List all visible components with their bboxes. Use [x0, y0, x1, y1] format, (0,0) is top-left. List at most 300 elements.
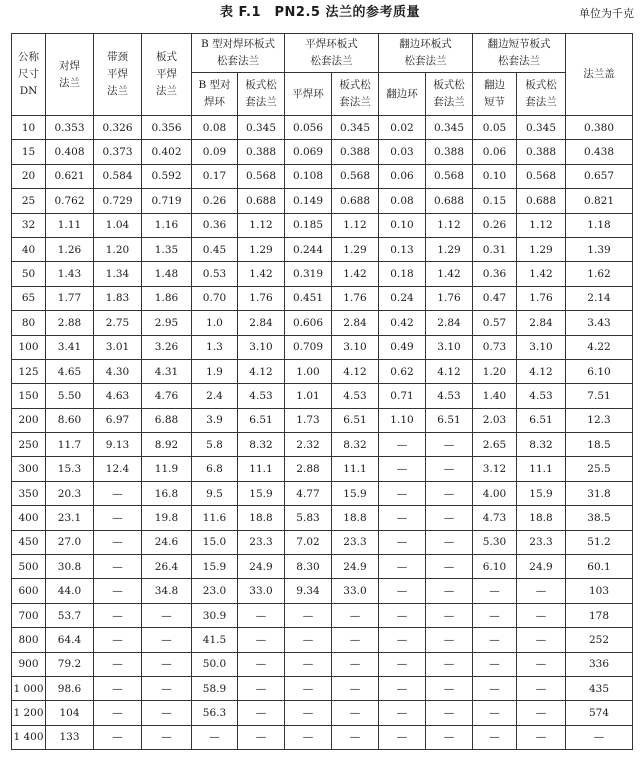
mass-cell: —	[379, 457, 426, 481]
table-row	[12, 116, 633, 140]
header-b-loose: 板式松 套法兰	[238, 73, 285, 116]
mass-cell: —	[142, 701, 192, 725]
dn-cell: 40	[12, 237, 46, 261]
mass-cell: 6.51	[426, 408, 473, 432]
mass-cell: 0.388	[332, 140, 379, 164]
mass-cell: 8.92	[142, 433, 192, 457]
mass-cell: 6.51	[332, 408, 379, 432]
mass-cell: 2.88	[46, 311, 94, 335]
mass-cell: 1.3	[192, 335, 238, 359]
mass-cell: 79.2	[46, 652, 94, 676]
mass-cell: 56.3	[192, 701, 238, 725]
table-row	[12, 140, 633, 164]
mass-cell: —	[426, 481, 473, 505]
mass-cell: 1.42	[238, 262, 285, 286]
mass-cell: 3.01	[94, 335, 142, 359]
dn-cell: 900	[12, 652, 46, 676]
mass-cell: 0.03	[379, 140, 426, 164]
mass-cell: —	[379, 701, 426, 725]
table-title: 表 F.1 PN2.5 法兰的参考质量	[220, 5, 420, 20]
mass-cell: —	[426, 603, 473, 627]
mass-cell: 0.388	[238, 140, 285, 164]
mass-cell: 0.345	[517, 116, 566, 140]
mass-cell: —	[332, 701, 379, 725]
mass-cell: —	[426, 628, 473, 652]
mass-cell: 8.32	[332, 433, 379, 457]
mass-cell: 0.24	[379, 286, 426, 310]
mass-cell: —	[142, 628, 192, 652]
mass-cell: 3.43	[566, 311, 633, 335]
mass-cell: 0.688	[332, 189, 379, 213]
mass-cell: 0.568	[426, 164, 473, 188]
mass-cell: 16.8	[142, 481, 192, 505]
mass-cell: 0.26	[192, 189, 238, 213]
mass-cell: 0.57	[473, 311, 517, 335]
mass-cell: 4.30	[94, 359, 142, 383]
header-hubbed-slip-on: 带颈 平焊 法兰	[94, 34, 142, 116]
mass-cell: 5.8	[192, 433, 238, 457]
mass-cell: —	[517, 652, 566, 676]
dn-cell: 10	[12, 116, 46, 140]
mass-cell: 2.03	[473, 408, 517, 432]
mass-cell: 0.45	[192, 237, 238, 261]
table-row	[12, 213, 633, 237]
mass-cell: —	[379, 481, 426, 505]
mass-cell: 0.15	[473, 189, 517, 213]
dn-cell: 15	[12, 140, 46, 164]
mass-cell: 0.70	[192, 286, 238, 310]
mass-cell: 7.51	[566, 384, 633, 408]
dn-cell: 20	[12, 164, 46, 188]
mass-cell: 0.71	[379, 384, 426, 408]
mass-cell: 0.056	[285, 116, 332, 140]
mass-cell: —	[94, 506, 142, 530]
mass-cell: 3.41	[46, 335, 94, 359]
mass-cell: 50.0	[192, 652, 238, 676]
mass-cell: 4.63	[94, 384, 142, 408]
table-row	[12, 237, 633, 261]
mass-cell: 2.84	[517, 311, 566, 335]
mass-cell: —	[285, 628, 332, 652]
mass-cell: 0.380	[566, 116, 633, 140]
mass-cell: 23.3	[517, 530, 566, 554]
mass-cell: 3.9	[192, 408, 238, 432]
dn-cell: 80	[12, 311, 46, 335]
mass-cell: —	[94, 555, 142, 579]
mass-cell: —	[94, 676, 142, 700]
mass-cell: 31.8	[566, 481, 633, 505]
dn-cell: 50	[12, 262, 46, 286]
mass-cell: 0.02	[379, 116, 426, 140]
mass-cell: —	[94, 579, 142, 603]
dn-cell: 1 000	[12, 676, 46, 700]
mass-cell: 1.42	[426, 262, 473, 286]
mass-cell: —	[426, 506, 473, 530]
mass-cell: —	[94, 628, 142, 652]
mass-cell: 6.51	[238, 408, 285, 432]
mass-cell: —	[332, 603, 379, 627]
mass-cell: 0.353	[46, 116, 94, 140]
mass-cell: 51.2	[566, 530, 633, 554]
mass-cell: 1.26	[46, 237, 94, 261]
mass-cell: 3.10	[517, 335, 566, 359]
mass-cell: 2.75	[94, 311, 142, 335]
mass-cell: 0.149	[285, 189, 332, 213]
table-row	[12, 189, 633, 213]
mass-cell: 1.29	[426, 237, 473, 261]
mass-cell: 4.53	[517, 384, 566, 408]
mass-cell: 4.77	[285, 481, 332, 505]
mass-cell: 6.10	[473, 555, 517, 579]
mass-cell: 3.26	[142, 335, 192, 359]
mass-cell: 0.388	[517, 140, 566, 164]
mass-cell: 18.8	[332, 506, 379, 530]
mass-cell: 0.356	[142, 116, 192, 140]
mass-cell: 15.9	[332, 481, 379, 505]
mass-cell: 1.12	[426, 213, 473, 237]
mass-cell: 0.06	[379, 164, 426, 188]
mass-cell: 2.84	[332, 311, 379, 335]
table-body	[12, 116, 633, 750]
mass-cell: —	[94, 725, 142, 749]
mass-cell: 0.08	[192, 116, 238, 140]
mass-cell: —	[473, 579, 517, 603]
mass-cell: —	[473, 725, 517, 749]
mass-cell: —	[379, 530, 426, 554]
header-blind-flange: 法兰盖	[566, 34, 633, 116]
mass-cell: 4.12	[332, 359, 379, 383]
mass-cell: —	[517, 603, 566, 627]
mass-cell: —	[517, 701, 566, 725]
mass-cell: —	[238, 676, 285, 700]
table-row	[12, 457, 633, 481]
mass-cell: 0.373	[94, 140, 142, 164]
mass-cell: 25.5	[566, 457, 633, 481]
mass-cell: 104	[46, 701, 94, 725]
mass-cell: 23.3	[238, 530, 285, 554]
mass-cell: 0.408	[46, 140, 94, 164]
mass-cell: 0.26	[473, 213, 517, 237]
mass-cell: —	[517, 676, 566, 700]
mass-cell: 15.9	[517, 481, 566, 505]
mass-cell: —	[517, 579, 566, 603]
mass-cell: 33.0	[332, 579, 379, 603]
mass-cell: —	[379, 555, 426, 579]
mass-cell: 1.35	[142, 237, 192, 261]
mass-cell: 1.76	[426, 286, 473, 310]
mass-cell: 0.244	[285, 237, 332, 261]
mass-cell: 0.326	[94, 116, 142, 140]
mass-cell: 23.0	[192, 579, 238, 603]
header-group-b-type: B 型对焊环板式 松套法兰	[192, 34, 285, 73]
mass-cell: —	[473, 628, 517, 652]
mass-cell: 1.00	[285, 359, 332, 383]
mass-cell: 1.12	[517, 213, 566, 237]
mass-cell: —	[238, 603, 285, 627]
mass-cell: —	[238, 652, 285, 676]
mass-cell: 8.32	[238, 433, 285, 457]
mass-cell: 1.9	[192, 359, 238, 383]
mass-cell: 1.34	[94, 262, 142, 286]
mass-cell: 1.86	[142, 286, 192, 310]
mass-cell: 0.821	[566, 189, 633, 213]
header-group-flanged-ring: 翻边环板式 松套法兰	[379, 34, 473, 73]
mass-cell: 30.9	[192, 603, 238, 627]
mass-cell: —	[142, 652, 192, 676]
mass-cell: 3.10	[332, 335, 379, 359]
dn-cell: 800	[12, 628, 46, 652]
mass-cell: 2.88	[285, 457, 332, 481]
dn-cell: 1 400	[12, 725, 46, 749]
mass-cell: 19.8	[142, 506, 192, 530]
mass-cell: 33.0	[238, 579, 285, 603]
mass-cell: —	[238, 701, 285, 725]
mass-cell: —	[473, 676, 517, 700]
mass-cell: 435	[566, 676, 633, 700]
mass-cell: 0.13	[379, 237, 426, 261]
mass-cell: 0.345	[332, 116, 379, 140]
mass-cell: —	[285, 652, 332, 676]
mass-cell: —	[285, 676, 332, 700]
mass-cell: —	[379, 579, 426, 603]
mass-cell: 1.18	[566, 213, 633, 237]
mass-cell: 8.60	[46, 408, 94, 432]
mass-cell: 3.10	[426, 335, 473, 359]
mass-cell: 64.4	[46, 628, 94, 652]
mass-cell: 0.657	[566, 164, 633, 188]
mass-cell: 0.31	[473, 237, 517, 261]
mass-cell: 4.22	[566, 335, 633, 359]
mass-cell: 15.9	[238, 481, 285, 505]
mass-cell: 4.12	[517, 359, 566, 383]
mass-cell: 0.568	[238, 164, 285, 188]
header-plate-slip-on: 板式 平焊 法兰	[142, 34, 192, 116]
mass-cell: 1.29	[238, 237, 285, 261]
table-row	[12, 725, 633, 749]
mass-cell: 0.42	[379, 311, 426, 335]
table-row	[12, 701, 633, 725]
mass-cell: 2.14	[566, 286, 633, 310]
mass-cell: 4.65	[46, 359, 94, 383]
mass-cell: 0.388	[426, 140, 473, 164]
mass-cell: 1.20	[94, 237, 142, 261]
mass-cell: 4.31	[142, 359, 192, 383]
mass-cell: 0.621	[46, 164, 94, 188]
mass-cell: 11.7	[46, 433, 94, 457]
dn-cell: 250	[12, 433, 46, 457]
mass-cell: 9.5	[192, 481, 238, 505]
dn-cell: 125	[12, 359, 46, 383]
mass-cell: —	[142, 676, 192, 700]
mass-cell: —	[94, 603, 142, 627]
mass-cell: —	[426, 433, 473, 457]
mass-cell: 5.83	[285, 506, 332, 530]
dn-cell: 100	[12, 335, 46, 359]
table-row	[12, 555, 633, 579]
mass-cell: 9.34	[285, 579, 332, 603]
mass-cell: 2.4	[192, 384, 238, 408]
mass-cell: —	[517, 725, 566, 749]
mass-cell: 0.438	[566, 140, 633, 164]
mass-cell: —	[285, 701, 332, 725]
mass-cell: —	[379, 506, 426, 530]
mass-cell: 0.10	[379, 213, 426, 237]
table-row	[12, 262, 633, 286]
mass-cell: 4.53	[238, 384, 285, 408]
mass-cell: 1.16	[142, 213, 192, 237]
mass-cell: 0.688	[238, 189, 285, 213]
mass-cell: 4.12	[426, 359, 473, 383]
mass-cell: —	[426, 701, 473, 725]
mass-cell: 0.18	[379, 262, 426, 286]
mass-cell: 0.319	[285, 262, 332, 286]
mass-cell: 0.73	[473, 335, 517, 359]
mass-cell: 1.42	[517, 262, 566, 286]
mass-cell: 60.1	[566, 555, 633, 579]
table-row	[12, 164, 633, 188]
mass-cell: 0.688	[517, 189, 566, 213]
mass-cell: 8.32	[517, 433, 566, 457]
mass-cell: 41.5	[192, 628, 238, 652]
mass-cell: 11.9	[142, 457, 192, 481]
mass-cell: —	[94, 652, 142, 676]
mass-cell: 24.9	[238, 555, 285, 579]
mass-cell: 5.30	[473, 530, 517, 554]
mass-cell: 15.9	[192, 555, 238, 579]
mass-cell: 1.04	[94, 213, 142, 237]
mass-cell: 0.185	[285, 213, 332, 237]
header-b-ring: B 型对 焊环	[192, 73, 238, 116]
mass-cell: —	[379, 433, 426, 457]
mass-cell: —	[379, 652, 426, 676]
mass-cell: 23.3	[332, 530, 379, 554]
table-row	[12, 335, 633, 359]
mass-cell: —	[332, 652, 379, 676]
mass-cell: 2.32	[285, 433, 332, 457]
mass-cell: 0.47	[473, 286, 517, 310]
mass-cell: 0.719	[142, 189, 192, 213]
mass-cell: —	[238, 628, 285, 652]
mass-cell: 2.84	[238, 311, 285, 335]
mass-cell: 30.8	[46, 555, 94, 579]
mass-cell: 1.42	[332, 262, 379, 286]
mass-cell: 15.0	[192, 530, 238, 554]
table-row	[12, 530, 633, 554]
table-row	[12, 311, 633, 335]
mass-cell: 1.29	[332, 237, 379, 261]
mass-cell: 2.65	[473, 433, 517, 457]
mass-cell: 0.345	[238, 116, 285, 140]
mass-cell: 4.73	[473, 506, 517, 530]
dn-cell: 32	[12, 213, 46, 237]
mass-cell: 0.709	[285, 335, 332, 359]
unit-label: 单位为千克	[579, 7, 634, 20]
header-butt-weld: 对焊 法兰	[46, 34, 94, 116]
mass-cell: —	[426, 725, 473, 749]
mass-cell: 8.30	[285, 555, 332, 579]
table-row	[12, 481, 633, 505]
mass-cell: 1.73	[285, 408, 332, 432]
mass-cell: 1.48	[142, 262, 192, 286]
mass-cell: —	[285, 603, 332, 627]
mass-cell: 9.13	[94, 433, 142, 457]
mass-cell: 4.53	[332, 384, 379, 408]
mass-cell: 23.1	[46, 506, 94, 530]
mass-cell: 0.49	[379, 335, 426, 359]
mass-cell: 6.8	[192, 457, 238, 481]
mass-cell: —	[192, 725, 238, 749]
mass-cell: 1.29	[517, 237, 566, 261]
mass-cell: —	[426, 530, 473, 554]
dn-cell: 200	[12, 408, 46, 432]
mass-cell: 6.51	[517, 408, 566, 432]
header-flanged-loose: 板式松 套法兰	[426, 73, 473, 116]
mass-cell: 7.02	[285, 530, 332, 554]
header-flat-loose: 板式松 套法兰	[332, 73, 379, 116]
mass-cell: 18.8	[517, 506, 566, 530]
dn-cell: 65	[12, 286, 46, 310]
mass-cell: 98.6	[46, 676, 94, 700]
mass-cell: 26.4	[142, 555, 192, 579]
mass-cell: 0.568	[517, 164, 566, 188]
mass-cell: 252	[566, 628, 633, 652]
header-dn: 公称 尺寸 DN	[12, 34, 46, 116]
mass-cell: 2.84	[426, 311, 473, 335]
table-row	[12, 676, 633, 700]
mass-cell: 0.451	[285, 286, 332, 310]
mass-cell: 12.3	[566, 408, 633, 432]
mass-cell: —	[379, 603, 426, 627]
mass-cell: —	[379, 725, 426, 749]
mass-cell: 1.77	[46, 286, 94, 310]
table-row	[12, 652, 633, 676]
mass-cell: 1.76	[238, 286, 285, 310]
mass-cell: 53.7	[46, 603, 94, 627]
mass-cell: 1.10	[379, 408, 426, 432]
mass-cell: —	[426, 676, 473, 700]
mass-cell: 18.5	[566, 433, 633, 457]
header-stub-loose: 板式松 套法兰	[517, 73, 566, 116]
mass-cell: —	[473, 701, 517, 725]
mass-cell: 0.584	[94, 164, 142, 188]
mass-cell: 1.83	[94, 286, 142, 310]
mass-cell: 0.62	[379, 359, 426, 383]
mass-cell: 6.97	[94, 408, 142, 432]
table-row	[12, 433, 633, 457]
mass-cell: 0.688	[426, 189, 473, 213]
mass-cell: —	[94, 701, 142, 725]
mass-cell: 1.76	[517, 286, 566, 310]
dn-cell: 600	[12, 579, 46, 603]
mass-cell: 2.95	[142, 311, 192, 335]
mass-cell: —	[94, 530, 142, 554]
mass-cell: —	[379, 676, 426, 700]
dn-cell: 150	[12, 384, 46, 408]
mass-cell: 44.0	[46, 579, 94, 603]
mass-cell: —	[566, 725, 633, 749]
mass-cell: 1.12	[238, 213, 285, 237]
mass-cell: 0.592	[142, 164, 192, 188]
mass-cell: 15.3	[46, 457, 94, 481]
mass-cell: 0.53	[192, 262, 238, 286]
mass-cell: 6.10	[566, 359, 633, 383]
mass-cell: —	[426, 457, 473, 481]
dn-cell: 350	[12, 481, 46, 505]
mass-cell: —	[238, 725, 285, 749]
dn-cell: 25	[12, 189, 46, 213]
mass-cell: 1.12	[332, 213, 379, 237]
mass-cell: 3.10	[238, 335, 285, 359]
